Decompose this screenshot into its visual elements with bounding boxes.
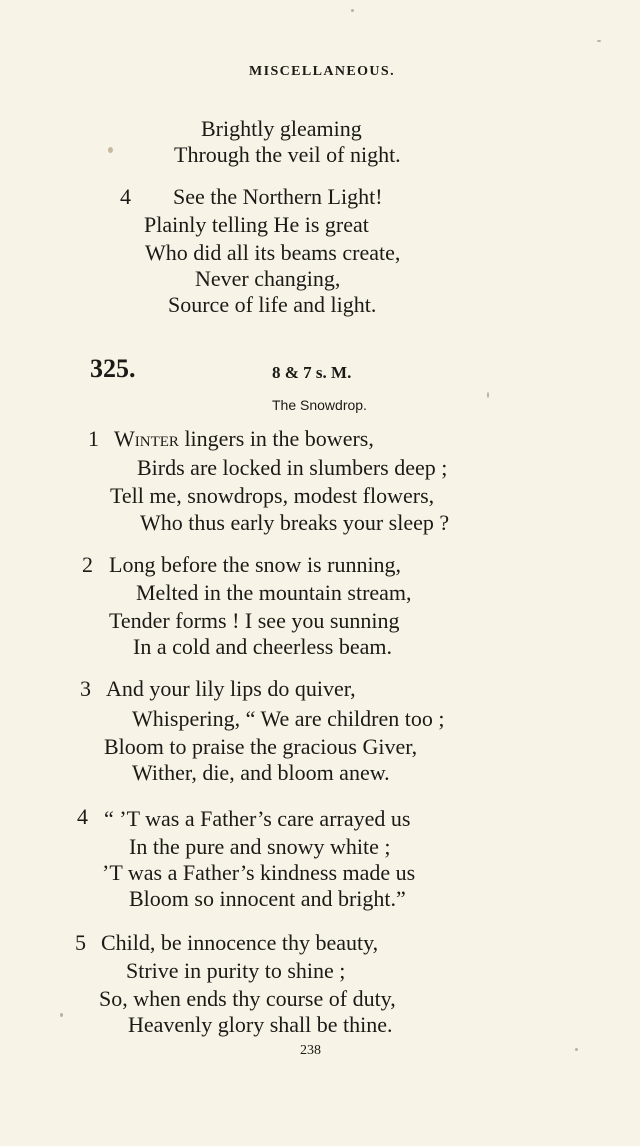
verse-line: “ ’T was a Father’s care arrayed us xyxy=(104,806,411,831)
verse-line: So, when ends thy course of duty, xyxy=(99,986,396,1011)
verse-line: Wither, die, and bloom anew. xyxy=(132,760,390,785)
drop-word: Winter xyxy=(114,426,179,451)
verse-line: In a cold and cheerless beam. xyxy=(133,634,392,659)
verse-line: Source of life and light. xyxy=(168,292,377,317)
hymn-title: The Snowdrop. xyxy=(272,397,367,413)
verse-line: Who thus early breaks your sleep ? xyxy=(140,510,450,535)
stanza-number: 1 xyxy=(88,426,99,451)
paper-speck xyxy=(108,147,113,153)
stanza-number: 4 xyxy=(120,184,131,209)
verse-line: Strive in purity to shine ; xyxy=(126,958,346,983)
hymn-number: 325. xyxy=(90,354,136,383)
paper-speck xyxy=(575,1048,578,1051)
page-number: 238 xyxy=(300,1043,321,1058)
verse-line: Through the veil of night. xyxy=(174,142,401,167)
stanza-number: 3 xyxy=(80,676,91,701)
verse-line: Tell me, snowdrops, modest flowers, xyxy=(110,483,435,508)
stanza-number: 4 xyxy=(77,804,88,829)
paper-speck xyxy=(60,1013,63,1017)
verse-line: Child, be innocence thy beauty, xyxy=(101,930,379,955)
verse-line: Whispering, “ We are children too ; xyxy=(132,706,445,731)
paper-speck xyxy=(487,392,489,398)
verse-line: Bloom to praise the gracious Giver, xyxy=(104,734,418,759)
verse-line-rest: lingers in the bowers, xyxy=(178,426,374,451)
hymn-meter: 8 & 7 s. M. xyxy=(272,363,352,382)
verse-line: ’T was a Father’s kindness made us xyxy=(102,860,416,885)
paper-speck xyxy=(351,9,354,12)
verse-line: Never changing, xyxy=(195,266,341,291)
verse-line: Who did all its beams create, xyxy=(145,240,401,265)
verse-line: Long before the snow is running, xyxy=(109,552,402,577)
verse-line: See the Northern Light! xyxy=(173,184,383,209)
verse-line: Plainly telling He is great xyxy=(144,212,369,237)
stanza-number: 5 xyxy=(75,930,86,955)
verse-line: Birds are locked in slumbers deep ; xyxy=(137,455,448,480)
verse-line: Brightly gleaming xyxy=(201,116,362,141)
verse-line: Heavenly glory shall be thine. xyxy=(128,1012,393,1037)
verse-line: Bloom so innocent and bright.” xyxy=(129,886,406,911)
stanza-number: 2 xyxy=(82,552,93,577)
verse-line: And your lily lips do quiver, xyxy=(106,676,356,701)
verse-line xyxy=(114,426,374,452)
verse-line: Tender forms ! I see you sunning xyxy=(109,608,400,633)
verse-line: In the pure and snowy white ; xyxy=(129,834,391,859)
running-header: MISCELLANEOUS. xyxy=(249,64,396,79)
paper-speck xyxy=(597,40,601,42)
verse-line: Melted in the mountain stream, xyxy=(136,580,412,605)
